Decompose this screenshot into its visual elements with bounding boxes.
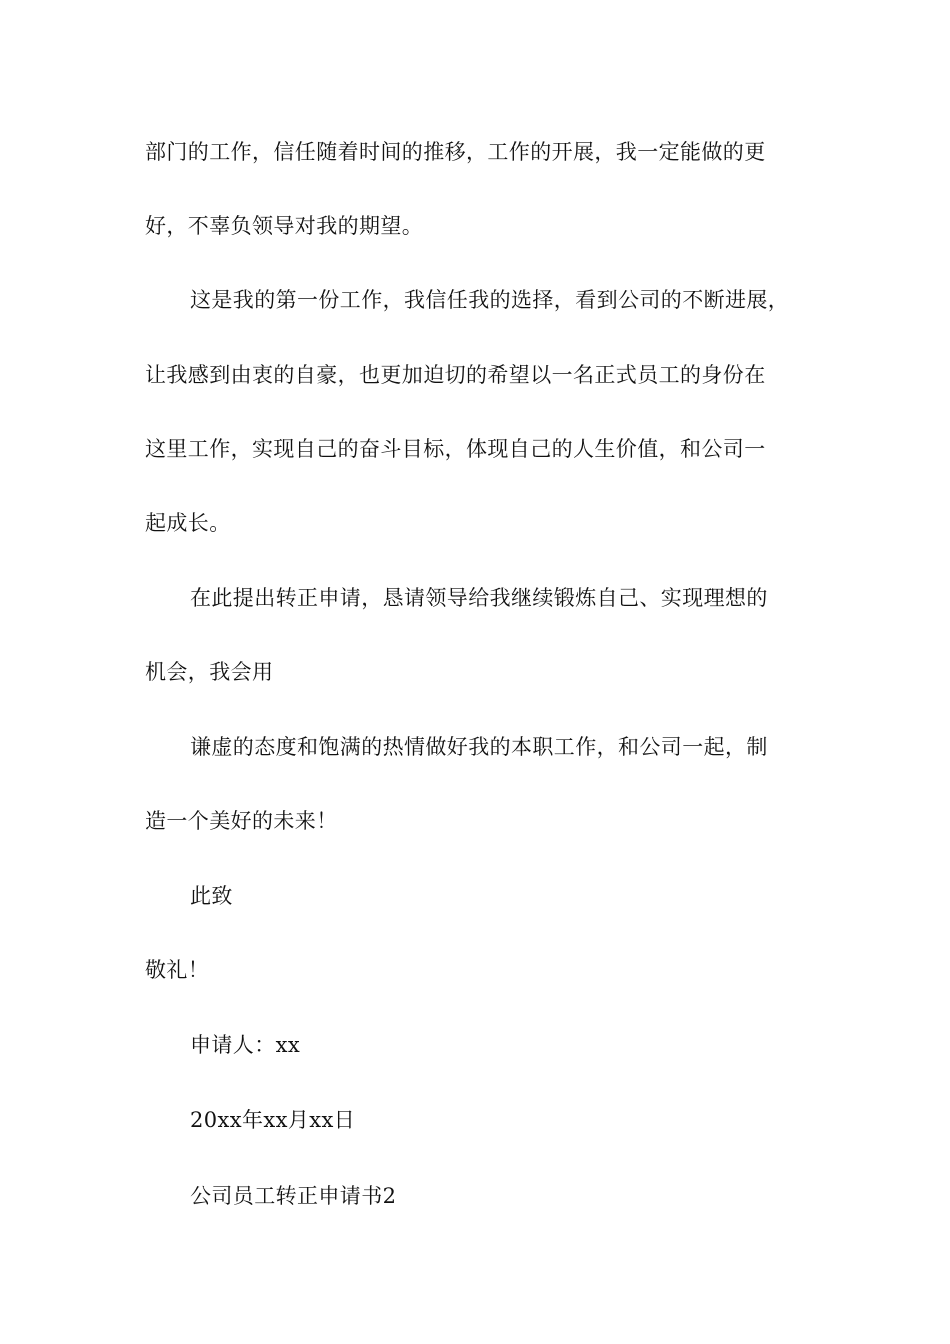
paragraph-line: 这里工作，实现自己的奋斗目标，体现自己的人生价值，和公司一 — [145, 437, 766, 461]
paragraph-line: 好，不辜负领导对我的期望。 — [145, 214, 424, 238]
paragraph-line: 造一个美好的未来！ — [145, 809, 338, 833]
section-heading: 公司员工转正申请书2 — [190, 1184, 397, 1208]
applicant-line: 申请人：xx — [190, 1033, 301, 1057]
salutation-line: 敬礼！ — [145, 958, 210, 982]
paragraph-line: 这是我的第一份工作，我信任我的选择，看到公司的不断进展， — [190, 288, 790, 312]
paragraph-line: 让我感到由衷的自豪，也更加迫切的希望以一名正式员工的身份在 — [145, 363, 766, 387]
paragraph-line: 机会，我会用 — [145, 660, 274, 684]
paragraph-line: 谦虚的态度和饱满的热情做好我的本职工作，和公司一起，制 — [190, 735, 768, 759]
date-line: 20xx年xx月xx日 — [190, 1108, 356, 1132]
salutation-line: 此致 — [190, 884, 233, 908]
paragraph-line: 在此提出转正申请，恳请领导给我继续锻炼自己、实现理想的 — [190, 586, 768, 610]
paragraph-line: 部门的工作，信任随着时间的推移，工作的开展，我一定能做的更 — [145, 140, 766, 164]
paragraph-line: 起成长。 — [145, 511, 231, 535]
